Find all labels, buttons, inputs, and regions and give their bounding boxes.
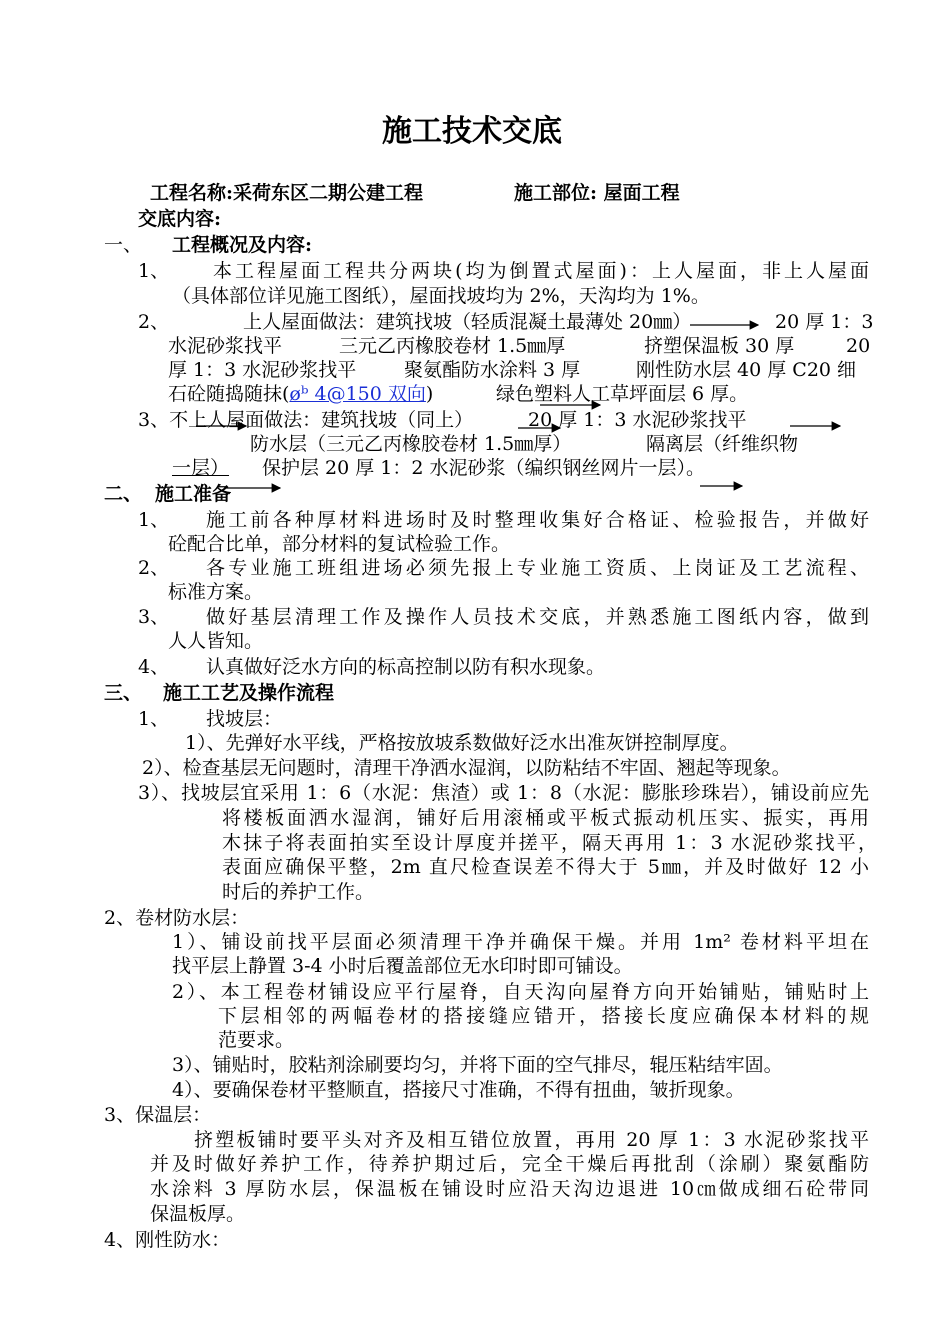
s1-item-1-number: 1、: [138, 260, 170, 282]
s2-item-2-line-2: 标准方案。: [168, 581, 264, 603]
s3-step-3-line-1: 挤塑板铺时要平头对齐及相互错位放置，再用 20 厚 1：3 水泥砂浆找平: [194, 1129, 869, 1151]
s1-item-3-line-1a: 3、不上人屋面做法：建筑找坡（同上）: [138, 409, 474, 431]
s3-step-2-title: 2、卷材防水层：: [104, 907, 250, 929]
s3-step-2-sub-2-line-2: 下层相邻的两幅卷材的搭接缝应错开，搭接长度应确保本材料的规: [218, 1005, 869, 1027]
s3-step-1-title: 找坡层：: [206, 708, 283, 730]
content-label: 交底内容:: [138, 208, 222, 230]
s1-item-2-line-4a: 石砼随捣随抹(: [168, 383, 290, 405]
s3-step-1-sub-1: 1）、先弹好水平线，严格按放坡系数做好泛水出准灰饼控制厚度。: [185, 732, 739, 754]
s3-step-2-sub-2-line-1: 2）、本工程卷材铺设应平行屋脊，自天沟向屋脊方向开始铺贴，铺贴时上: [172, 981, 869, 1003]
s1-item-2-line-3b: 聚氨酯防水涂料 3 厚: [404, 359, 581, 381]
section-2-number: 二、: [104, 483, 143, 505]
s3-step-1-sub-3-line-3: 木抹子将表面拍实至设计厚度并搓平，隔天再用 1：3 水泥砂浆找平，: [222, 832, 877, 854]
s3-step-3-line-2: 并及时做好养护工作，待养护期过后，完全干燥后再批刮（涂刷）聚氨酯防: [150, 1153, 869, 1175]
s3-step-2-sub-2-line-3: 范要求。: [218, 1029, 295, 1051]
s1-item-1-line-1: 本工程屋面工程共分两块(均为倒置式屋面)：上人屋面，非上人屋面: [213, 260, 869, 282]
s1-item-2-line-3a: 厚 1：3 水泥砂浆找平: [168, 359, 357, 381]
section-3-number: 三、: [104, 682, 143, 704]
s3-step-1-number: 1、: [138, 708, 170, 730]
s1-item-1-line-2: （具体部位详见施工图纸），屋面找坡均为 2%，天沟均为 1%。: [172, 285, 710, 307]
s1-item-3-line-3a: 一层）: [172, 457, 230, 479]
s1-item-3-line-1b: 20 厚 1：3 水泥砂浆找平: [528, 409, 747, 431]
s3-step-2-sub-3: 3）、铺贴时，胶粘剂涂刷要均匀，并将下面的空气排尽，辊压粘结牢固。: [172, 1054, 783, 1076]
s1-item-2-line-4: [168, 382, 433, 406]
s1-item-2-line-4c: 绿色塑料人工草坪面层 6 厚。: [496, 383, 749, 405]
construction-part: 施工部位: 屋面工程: [514, 182, 680, 204]
s1-item-2-line-2d: 20: [846, 335, 871, 357]
s1-item-2-line-2b: 三元乙丙橡胶卷材 1.5㎜厚: [339, 335, 566, 357]
s1-item-2-line-1a: 上人屋面做法：建筑找坡（轻质混凝土最薄处 20㎜）: [243, 311, 692, 333]
s1-item-3-line-2a: 防水层（三元乙丙橡胶卷材 1.5㎜厚）: [250, 433, 572, 455]
s2-item-3-number: 3、: [138, 606, 170, 628]
s2-item-3-line-2: 人人皆知。: [168, 630, 264, 652]
s2-item-2-line-1: 各专业施工班组进场必须先报上专业施工资质、上岗证及工艺流程、: [206, 557, 869, 579]
s3-step-1-sub-3-line-2: 将楼板面洒水湿润，铺好后用滚桶或平板式振动机压实、振实，再用: [222, 807, 869, 829]
s2-item-2-number: 2、: [138, 557, 170, 579]
s1-item-2-line-2a: 水泥砂浆找平: [168, 335, 283, 357]
s3-step-3-title: 3、保温层：: [104, 1104, 212, 1126]
s3-step-2-sub-4: 4）、要确保卷材平整顺直，搭接尺寸准确，不得有扭曲，皱折现象。: [172, 1079, 745, 1101]
s1-item-2-line-3c: 刚性防水层 40 厚 C20 细: [636, 359, 857, 381]
s2-item-3-line-1: 做好基层清理工作及操作人员技术交底，并熟悉施工图纸内容，做到: [206, 606, 869, 628]
s3-step-4-title: 4、刚性防水：: [104, 1229, 231, 1251]
s1-item-2-line-2c: 挤塑保温板 30 厚: [644, 335, 795, 357]
s1-item-3-line-3b: 保护层 20 厚 1：2 水泥砂浆（编织钢丝网片一层）。: [262, 457, 706, 479]
section-2-heading: 施工准备: [155, 483, 232, 505]
s1-item-2-line-1b: 20 厚 1：3: [775, 311, 874, 333]
s3-step-3-line-3: 水涂料 3 厚防水层，保温板在铺设时应沿天沟边退进 10㎝做成细石砼带同: [150, 1178, 869, 1200]
s1-item-2-number: 2、: [138, 311, 170, 333]
s2-item-1-number: 1、: [138, 509, 170, 531]
s3-step-1-sub-3-line-5: 时后的养护工作。: [222, 881, 375, 903]
s2-item-4-number: 4、: [138, 656, 170, 678]
s2-item-4-line-1: 认真做好泛水方向的标高控制以防有积水现象。: [206, 656, 606, 678]
s3-step-2-sub-1-line-1: 1）、铺设前找平层面必须清理干净并确保干燥。并用 1m² 卷材料平坦在: [172, 931, 869, 953]
section-1-heading: 工程概况及内容:: [172, 234, 313, 256]
s3-step-1-sub-2: 2）、检查基层无问题时，清理干净洒水湿润，以防粘结不牢固、翘起等现象。: [142, 757, 791, 779]
section-1-number: 一、: [104, 234, 143, 256]
section-3-heading: 施工工艺及操作流程: [163, 682, 335, 704]
document-title: 施工技术交底: [382, 114, 562, 149]
rebar-spec-link[interactable]: øᵇ 4@150 双向: [289, 383, 426, 405]
s3-step-1-sub-3-line-1: 3）、找坡层宜采用 1：6（水泥：焦渣）或 1：8（水泥：膨胀珍珠岩），铺设前应先: [138, 782, 869, 804]
s2-item-1-line-1: 施工前各种厚材料进场时及时整理收集好合格证、检验报告，并做好: [206, 509, 869, 531]
s2-item-1-line-2: 砼配合比单，部分材料的复试检验工作。: [168, 533, 511, 555]
s3-step-3-line-4: 保温板厚。: [150, 1203, 246, 1225]
s3-step-2-sub-1-line-2: 找平层上静置 3-4 小时后覆盖部位无水印时即可铺设。: [172, 955, 633, 977]
s1-item-3-line-2b: 隔离层（纤维织物: [646, 433, 799, 455]
project-name: 工程名称:采荷东区二期公建工程: [150, 182, 424, 204]
s3-step-1-sub-3-line-4: 表面应确保平整，2m 直尺检查误差不得大于 5㎜，并及时做好 12 小: [222, 856, 869, 878]
s1-item-2-line-4b: ): [425, 383, 434, 405]
